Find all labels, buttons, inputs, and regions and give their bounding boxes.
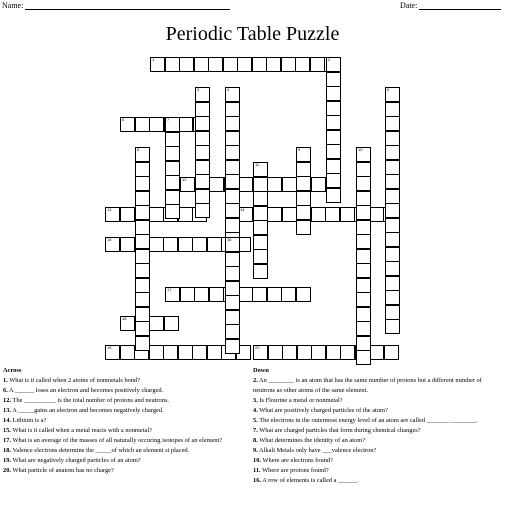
crossword-cell[interactable] — [385, 305, 400, 320]
crossword-cell[interactable] — [209, 177, 224, 192]
crossword-cell[interactable] — [356, 321, 371, 336]
crossword-cell[interactable] — [385, 276, 400, 291]
crossword-cell[interactable] — [225, 252, 240, 267]
crossword-cell[interactable] — [135, 234, 150, 249]
crossword-cell[interactable] — [192, 345, 207, 360]
cell-number: 1 — [152, 57, 155, 62]
crossword-cell[interactable] — [311, 345, 326, 360]
puzzle-title: Periodic Table Puzzle — [165, 23, 340, 45]
crossword-cell[interactable] — [385, 261, 400, 276]
crossword-cell[interactable] — [178, 237, 193, 252]
clue-number: 20. — [3, 467, 11, 474]
crossword-cell[interactable] — [296, 220, 311, 235]
crossword-cell[interactable] — [135, 336, 150, 351]
crossword-cell[interactable] — [225, 218, 240, 233]
crossword-cell[interactable] — [225, 281, 240, 296]
cell-number: 9 — [298, 147, 301, 152]
crossword-cell[interactable] — [120, 316, 135, 331]
crossword-cell[interactable] — [326, 72, 341, 87]
crossword-cell[interactable] — [296, 205, 311, 220]
crossword-cell[interactable] — [253, 206, 268, 221]
crossword-cell[interactable] — [385, 189, 400, 204]
clue-number: 3. — [253, 397, 258, 404]
crossword-cell[interactable] — [356, 307, 371, 322]
crossword-cell[interactable] — [105, 207, 120, 222]
crossword-cell[interactable] — [356, 249, 371, 264]
crossword-cell[interactable] — [326, 159, 341, 174]
crossword-cell[interactable] — [135, 162, 150, 177]
across-clue — [3, 436, 243, 446]
crossword-cell[interactable] — [385, 160, 400, 175]
clue-number: 2. — [253, 377, 258, 384]
crossword-cell[interactable] — [178, 207, 193, 222]
crossword-cell[interactable] — [150, 57, 165, 72]
crossword-cell[interactable] — [178, 117, 193, 132]
crossword-cell[interactable] — [356, 176, 371, 191]
crossword-cell[interactable] — [225, 189, 240, 204]
crossword-cell[interactable] — [267, 207, 282, 222]
cell-number: 7 — [167, 117, 170, 122]
crossword-cell[interactable] — [149, 117, 164, 132]
crossword-cell[interactable] — [238, 207, 253, 222]
crossword-cell[interactable] — [252, 287, 267, 302]
crossword-cell[interactable] — [385, 290, 400, 305]
crossword-cell[interactable] — [195, 189, 210, 204]
crossword-cell[interactable] — [385, 203, 400, 218]
clue-number: 15. — [3, 427, 11, 434]
crossword-cell[interactable] — [296, 287, 311, 302]
crossword-cell[interactable] — [238, 287, 253, 302]
crossword-cell[interactable] — [149, 207, 164, 222]
clue-number: 7. — [253, 427, 258, 434]
crossword-cell[interactable] — [225, 266, 240, 281]
crossword-cell[interactable] — [180, 177, 195, 192]
crossword-cell[interactable] — [326, 101, 341, 116]
cell-number: 15 — [107, 237, 112, 242]
crossword-cell[interactable] — [253, 177, 268, 192]
crossword-cell[interactable] — [225, 145, 240, 160]
cell-number: 8 — [137, 147, 140, 152]
crossword-cell[interactable] — [225, 174, 240, 189]
crossword-cell[interactable] — [225, 339, 240, 354]
clue-number: 10. — [253, 457, 261, 464]
crossword-cell[interactable] — [165, 117, 180, 132]
crossword-cell[interactable] — [223, 57, 238, 72]
crossword-cell[interactable] — [149, 237, 164, 252]
crossword-cell[interactable] — [178, 345, 193, 360]
clue-number: 19. — [3, 457, 11, 464]
cell-number: 16 — [227, 237, 232, 242]
crossword-cell[interactable] — [165, 132, 180, 147]
clue-number: 11. — [253, 467, 261, 474]
crossword-cell[interactable] — [326, 144, 341, 159]
crossword-cell[interactable] — [225, 295, 240, 310]
crossword-cell[interactable] — [207, 237, 222, 252]
crossword-cell[interactable] — [326, 86, 341, 101]
crossword-cell[interactable] — [195, 174, 210, 189]
down-clue — [253, 446, 503, 456]
crossword-cell[interactable] — [194, 57, 209, 72]
crossword-cell[interactable] — [326, 130, 341, 145]
crossword-cell[interactable] — [135, 321, 150, 336]
across-clue-list — [3, 376, 243, 476]
crossword-cell[interactable] — [356, 292, 371, 307]
across-clue — [3, 396, 243, 406]
clue-number: 14. — [3, 417, 11, 424]
clue-text: What is an average of the masses of all naturally occuring isotopes of an element? — [11, 437, 223, 444]
crossword-cell[interactable] — [225, 310, 240, 325]
crossword-cell[interactable] — [326, 115, 341, 130]
crossword-cell[interactable] — [225, 237, 240, 252]
crossword-cell[interactable] — [195, 160, 210, 175]
clue-text: A _____gains an electron and becomes negatively charged. — [11, 407, 164, 414]
crossword-cell[interactable] — [282, 345, 297, 360]
crossword-cell[interactable] — [296, 176, 311, 191]
crossword-cell[interactable] — [356, 350, 371, 365]
crossword-cell[interactable] — [385, 87, 400, 102]
crossword-cell[interactable] — [340, 345, 355, 360]
crossword-cell[interactable] — [225, 160, 240, 175]
clue-text: What is it called when 2 atoms of nonmetals bond? — [7, 377, 141, 384]
crossword-cell[interactable] — [281, 57, 296, 72]
down-clue — [253, 426, 503, 436]
crossword-cell[interactable] — [165, 287, 180, 302]
crossword-cell[interactable] — [356, 147, 371, 162]
crossword-cell[interactable] — [296, 147, 311, 162]
crossword-cell[interactable] — [238, 177, 253, 192]
down-heading: Down — [253, 367, 269, 374]
crossword-cell[interactable] — [225, 102, 240, 117]
crossword-cell[interactable] — [384, 345, 399, 360]
cell-number: 6 — [122, 117, 125, 122]
crossword-cell[interactable] — [267, 287, 282, 302]
crossword-cell[interactable] — [385, 116, 400, 131]
cell-number: 18 — [122, 316, 127, 321]
clue-number: 12. — [3, 397, 11, 404]
across-heading: Across — [3, 367, 22, 374]
crossword-cell[interactable] — [253, 191, 268, 206]
down-clue — [253, 406, 503, 416]
crossword-cell[interactable] — [356, 278, 371, 293]
crossword-cell[interactable] — [192, 237, 207, 252]
crossword-cell[interactable] — [165, 204, 180, 219]
crossword-cell[interactable] — [253, 162, 268, 177]
cell-number: 10 — [358, 147, 363, 152]
crossword-cell[interactable] — [135, 176, 150, 191]
down-clue — [253, 466, 503, 476]
across-clue — [3, 386, 243, 396]
crossword-cell[interactable] — [385, 232, 400, 247]
crossword-cell[interactable] — [195, 203, 210, 218]
down-clue — [253, 456, 503, 466]
crossword-cell[interactable] — [120, 237, 135, 252]
crossword-cell[interactable] — [311, 207, 326, 222]
crossword-cell[interactable] — [311, 177, 326, 192]
crossword-cell[interactable] — [253, 264, 268, 279]
crossword-cell[interactable] — [165, 57, 180, 72]
clue-number: 13. — [3, 407, 11, 414]
clue-text: What determines the identity of an atom? — [257, 437, 366, 444]
crossword-cell[interactable] — [195, 131, 210, 146]
across-clues — [3, 366, 243, 476]
crossword-cell[interactable] — [163, 237, 178, 252]
cell-number: 4 — [227, 87, 230, 92]
crossword-cell[interactable] — [296, 191, 311, 206]
crossword-cell[interactable] — [356, 263, 371, 278]
crossword-cell[interactable] — [385, 247, 400, 262]
date-label: Date: — [400, 1, 418, 10]
clue-number: 8. — [253, 437, 258, 444]
crossword-cell[interactable] — [149, 316, 164, 331]
clue-text: Alkali Metals only have ___valence electron? — [257, 447, 377, 454]
crossword-cell[interactable] — [105, 345, 120, 360]
crossword-cell[interactable] — [253, 235, 268, 250]
crossword-cell[interactable] — [282, 177, 297, 192]
crossword-cell[interactable] — [356, 162, 371, 177]
crossword-cell[interactable] — [267, 177, 282, 192]
cell-number: 11 — [255, 162, 260, 167]
cell-number: 5 — [387, 87, 390, 92]
across-clue — [3, 456, 243, 466]
clue-text: Lithium is a? — [11, 417, 47, 424]
clue-number: 16. — [253, 477, 261, 484]
crossword-cell[interactable] — [385, 131, 400, 146]
crossword-cell[interactable] — [163, 345, 178, 360]
clue-text: An ________ is an atom that has the same number of protons but a different number of neutrons as other atoms of the same element. — [253, 377, 482, 394]
across-clue — [3, 416, 243, 426]
clue-number: 4. — [253, 407, 258, 414]
clue-text: The __________ is the total number of protons and neutrons. — [11, 397, 170, 404]
crossword-cell[interactable] — [135, 205, 150, 220]
down-clue-list — [253, 376, 503, 486]
crossword-cell[interactable] — [326, 345, 341, 360]
crossword-cell[interactable] — [340, 207, 355, 222]
across-clue — [3, 426, 243, 436]
crossword-cell[interactable] — [356, 234, 371, 249]
crossword-cell[interactable] — [252, 57, 267, 72]
crossword-cell[interactable] — [296, 162, 311, 177]
clue-text: What particle of anatom has no charge? — [11, 467, 114, 474]
clue-number: 1. — [3, 377, 8, 384]
crossword-cell[interactable] — [282, 207, 297, 222]
crossword-cell[interactable] — [195, 145, 210, 160]
crossword-cell[interactable] — [209, 287, 224, 302]
crossword-cell[interactable] — [179, 57, 194, 72]
crossword-cell[interactable] — [225, 203, 240, 218]
crossword-cell[interactable] — [164, 316, 179, 331]
clue-text: What are positively charged particles of the atom? — [257, 407, 388, 414]
down-clue — [253, 476, 503, 486]
crossword-cell[interactable] — [225, 87, 240, 102]
down-clue — [253, 376, 503, 396]
clue-number: 18. — [3, 447, 11, 454]
crossword-cell[interactable] — [135, 263, 150, 278]
crossword-cell[interactable] — [149, 345, 164, 360]
crossword-cell[interactable] — [135, 117, 150, 132]
clue-text: What are negatively charged particles of an atom? — [11, 457, 141, 464]
crossword-cell[interactable] — [165, 161, 180, 176]
clue-text: What are charged particles that form during chemical changes? — [257, 427, 421, 434]
crossword-cell[interactable] — [356, 205, 371, 220]
crossword-cell[interactable] — [180, 287, 195, 302]
cell-number: 19 — [107, 345, 112, 350]
crossword-cell[interactable] — [356, 191, 371, 206]
clue-text: The electrons in the outermost energy level of an atom are called _______ ________. — [257, 417, 478, 424]
crossword-cell[interactable] — [225, 131, 240, 146]
crossword-cell[interactable] — [369, 345, 384, 360]
down-clues — [253, 366, 503, 486]
clue-number: 6. — [3, 387, 8, 394]
crossword-cell[interactable] — [135, 191, 150, 206]
crossword-cell[interactable] — [385, 319, 400, 334]
crossword-cell[interactable] — [120, 117, 135, 132]
crossword-cell[interactable] — [295, 57, 310, 72]
across-clue — [3, 406, 243, 416]
crossword-cell[interactable] — [194, 287, 209, 302]
across-clue — [3, 466, 243, 476]
cell-number: 14 — [240, 207, 245, 212]
across-clue — [3, 446, 243, 456]
down-clue — [253, 396, 503, 406]
crossword-cell[interactable] — [385, 218, 400, 233]
crossword-cell[interactable] — [135, 292, 150, 307]
crossword-cell[interactable] — [165, 190, 180, 205]
clue-text: A ______ loses an electron and becomes positively charged. — [7, 387, 164, 394]
crossword-cell[interactable] — [268, 345, 283, 360]
crossword-cell[interactable] — [385, 145, 400, 160]
crossword-cell[interactable] — [225, 324, 240, 339]
crossword-cell[interactable] — [326, 173, 341, 188]
crossword-cell[interactable] — [237, 57, 252, 72]
clue-text: A row of elements is called a ______. — [261, 477, 359, 484]
crossword-cell[interactable] — [195, 116, 210, 131]
crossword-cell[interactable] — [165, 146, 180, 161]
crossword-cell[interactable] — [208, 57, 223, 72]
clue-text: Where are electrons found? — [261, 457, 333, 464]
crossword-cell[interactable] — [253, 220, 268, 235]
crossword-cell[interactable] — [326, 188, 341, 203]
crossword-cell[interactable] — [281, 287, 296, 302]
down-clue — [253, 416, 503, 426]
crossword-cell[interactable] — [325, 207, 340, 222]
crossword-cell[interactable] — [253, 345, 268, 360]
crossword-cell[interactable] — [326, 57, 341, 72]
clue-text: Is Flourine a metal or nonmetal? — [257, 397, 343, 404]
clue-text: Valence electrons determine the _____of which an element si placed. — [11, 447, 190, 454]
clue-text: Where are protons found? — [260, 467, 329, 474]
crossword-cell[interactable] — [297, 345, 312, 360]
cell-number: 17 — [167, 287, 172, 292]
cell-number: 13 — [107, 207, 112, 212]
crossword-cell[interactable] — [120, 345, 135, 360]
down-clue — [253, 436, 503, 446]
crossword-cell[interactable] — [120, 207, 135, 222]
clue-number: 5. — [253, 417, 258, 424]
crossword-cell[interactable] — [135, 307, 150, 322]
crossword-cell[interactable] — [195, 87, 210, 102]
cell-number: 12 — [182, 177, 187, 182]
crossword-cell[interactable] — [165, 175, 180, 190]
clue-number: 9. — [253, 447, 258, 454]
crossword-cell[interactable] — [135, 220, 150, 235]
clue-number: 17. — [3, 437, 11, 444]
crossword-cell[interactable] — [356, 220, 371, 235]
cell-number: 3 — [197, 87, 200, 92]
cell-number: 20 — [255, 345, 260, 350]
crossword-cell[interactable] — [135, 147, 150, 162]
name-label: Name: — [2, 1, 24, 10]
crossword-cell[interactable] — [385, 102, 400, 117]
crossword-cell[interactable] — [225, 116, 240, 131]
crossword-cell[interactable] — [135, 278, 150, 293]
crossword-cell[interactable] — [310, 57, 325, 72]
crossword-cell[interactable] — [266, 57, 281, 72]
crossword-cell[interactable] — [385, 174, 400, 189]
crossword-cell[interactable] — [105, 237, 120, 252]
crossword-cell[interactable] — [253, 249, 268, 264]
cell-number: 2 — [328, 57, 331, 62]
crossword-cell[interactable] — [195, 102, 210, 117]
across-clue — [3, 376, 243, 386]
crossword-cell[interactable] — [369, 207, 384, 222]
crossword-cell[interactable] — [356, 336, 371, 351]
clue-text: What is it called when a metal reacts with a nonmetal? — [11, 427, 152, 434]
crossword-cell[interactable] — [135, 249, 150, 264]
crossword-cell[interactable] — [207, 345, 222, 360]
